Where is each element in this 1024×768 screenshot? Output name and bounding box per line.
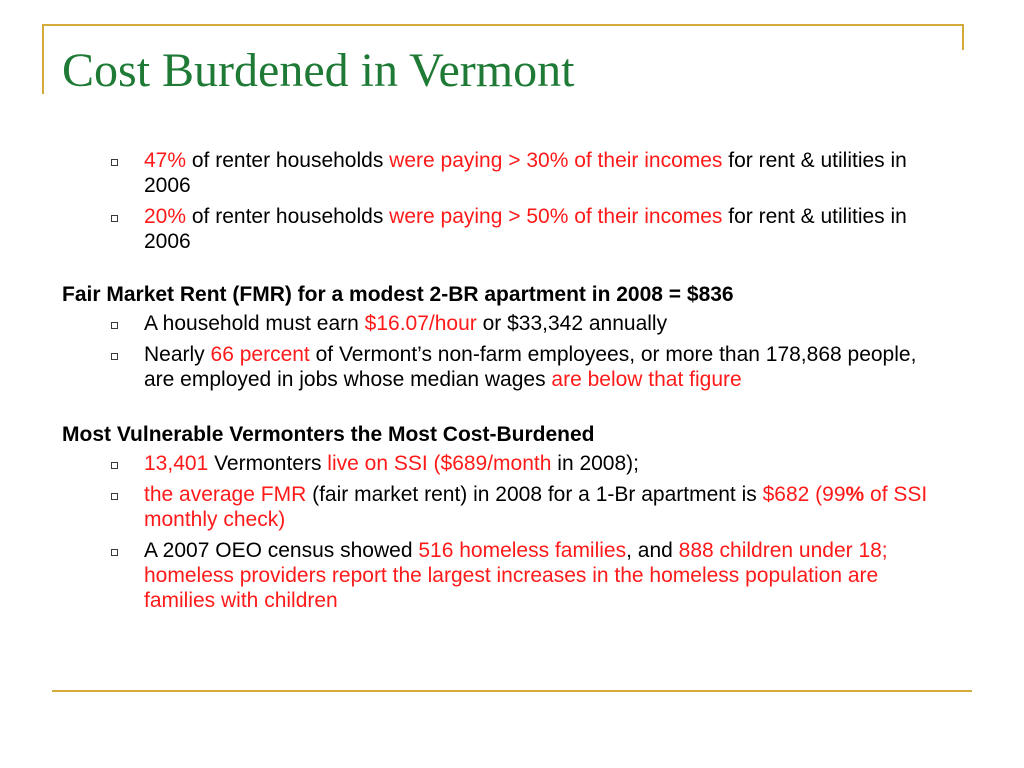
list-item — [62, 204, 942, 254]
body-text: Vermonters — [208, 452, 328, 475]
highlight-text: 888 children under 18; homeless providers report the largest increases in the homeless population are families with children — [144, 539, 888, 612]
highlight-text: $682 (99 — [762, 483, 846, 506]
list-item — [62, 538, 942, 613]
hollow-square-bullet-icon — [111, 353, 118, 360]
hollow-square-bullet-icon — [111, 159, 118, 166]
body-text: (fair market rent) in 2008 for a 1-Br apartment is — [306, 483, 763, 506]
list-item — [62, 148, 942, 198]
fmr-list — [62, 311, 962, 392]
body-text: A household must earn — [144, 312, 365, 335]
hollow-square-bullet-icon — [111, 462, 118, 469]
list-item — [62, 482, 942, 532]
hollow-square-bullet-icon — [111, 549, 118, 556]
highlight-text: 13,401 — [144, 452, 209, 475]
list-item — [62, 342, 942, 392]
body-text: A 2007 OEO census showed — [144, 539, 419, 562]
highlight-text: are below that figure — [551, 368, 742, 391]
body-text: Nearly — [144, 343, 211, 366]
list-item — [62, 451, 942, 476]
frame-right-line — [962, 24, 964, 50]
body-text: of renter households — [186, 149, 390, 172]
slide-title: Cost Burdened in Vermont — [62, 44, 575, 97]
body-text: or $33,342 annually — [476, 312, 668, 335]
highlight-text: % — [845, 483, 865, 506]
highlight-text: 20% — [144, 205, 187, 228]
renter-burden-list — [62, 148, 962, 254]
highlight-text: 66 percent — [210, 343, 310, 366]
body-text: , and — [626, 539, 679, 562]
spacer — [62, 260, 962, 282]
list-item — [62, 311, 942, 336]
highlight-text: live on SSI ($689/month — [327, 452, 552, 475]
hollow-square-bullet-icon — [111, 215, 118, 222]
vulnerable-list — [62, 451, 962, 613]
highlight-text: 516 homeless families — [418, 539, 627, 562]
body-text: in 2008); — [551, 452, 639, 475]
hollow-square-bullet-icon — [111, 322, 118, 329]
body-text: of Vermont’s non-farm employees, or more than 178,868 people, are employed in jobs whose median wages — [144, 343, 917, 391]
frame-vertical-line — [42, 24, 44, 94]
highlight-text: of SSI monthly check) — [144, 483, 928, 531]
slide-body — [62, 148, 962, 619]
frame-bottom-line — [52, 690, 972, 692]
frame-top-line — [42, 24, 964, 26]
highlight-text: $16.07/hour — [364, 312, 477, 335]
fmr-heading: Fair Market Rent (FMR) for a modest 2-BR apartment in 2008 = $836 — [62, 283, 734, 306]
body-text: for rent & utilities in 2006 — [144, 149, 907, 197]
hollow-square-bullet-icon — [111, 493, 118, 500]
spacer — [62, 398, 962, 422]
body-text: for rent & utilities in 2006 — [144, 205, 907, 253]
highlight-text: were paying > 30% of their incomes — [389, 149, 723, 172]
vulnerable-heading: Most Vulnerable Vermonters the Most Cost-Burdened — [62, 423, 595, 446]
highlight-text: the average FMR — [144, 483, 307, 506]
highlight-text: 47% — [144, 149, 187, 172]
highlight-text: were paying > 50% of their incomes — [389, 205, 723, 228]
body-text: of renter households — [186, 205, 390, 228]
